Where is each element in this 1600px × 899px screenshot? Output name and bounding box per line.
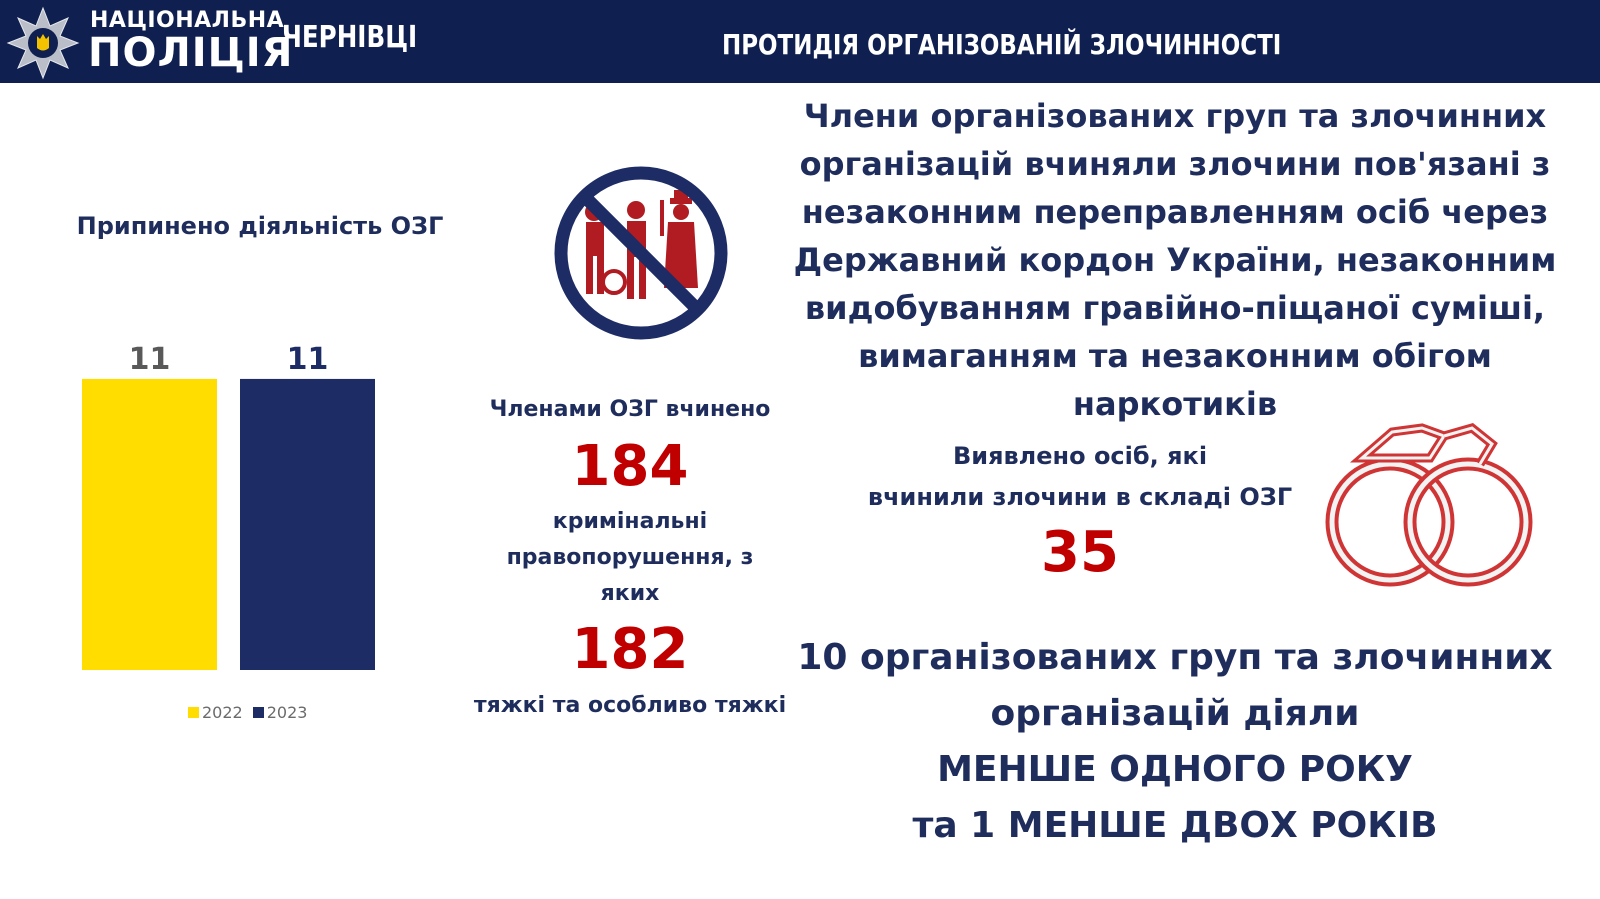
legend-item-2023 [253, 703, 308, 722]
bar-2022 [82, 379, 217, 670]
logo-line2: ПОЛІЦІЯ [88, 30, 294, 76]
legend-item-2022 [188, 703, 243, 722]
suspects-block [850, 436, 1310, 588]
offenses-caption-2: правопорушення, з [506, 545, 754, 570]
duration-line2: організацій діяли [990, 693, 1360, 734]
data-label-2022: 11 [128, 341, 171, 377]
chart-title: Припинено діяльність ОЗГ [76, 212, 444, 240]
offenses-caption-3: яких [600, 581, 660, 606]
bar-2023 [240, 379, 375, 670]
legend-swatch-2022 [188, 707, 199, 718]
legend-label-2022: 2022 [202, 703, 243, 722]
section-title: ПРОТИДІЯ ОРГАНІЗОВАНІЙ ЗЛОЧИННОСТІ [722, 28, 1282, 61]
offenses-grave-caption: тяжкі та особливо тяжкі [473, 693, 787, 718]
no-gang-icon [548, 160, 734, 346]
chart-legend [188, 703, 307, 722]
legend-swatch-2023 [253, 707, 264, 718]
handcuffs-icon [1322, 418, 1536, 594]
duration-line1: 10 організованих груп та злочинних [797, 637, 1553, 678]
suspects-label-1: Виявлено осіб, які [952, 442, 1208, 470]
duration-line3: МЕНШЕ ОДНОГО РОКУ [937, 749, 1413, 790]
duration-block [770, 630, 1580, 854]
header-bar [0, 0, 1600, 83]
suspects-count: 35 [1041, 520, 1119, 585]
logo-line1: НАЦІОНАЛЬНА [90, 8, 285, 33]
suspects-label-2: вчинили злочини в складі ОЗГ [867, 483, 1293, 511]
offenses-caption-1: кримінальні [552, 509, 708, 534]
offenses-grave: 182 [571, 617, 689, 682]
offenses-total: 184 [571, 434, 689, 499]
offenses-block [452, 392, 808, 724]
police-star-icon [6, 6, 80, 80]
duration-line4: та 1 МЕНШЕ ДВОХ РОКІВ [912, 805, 1438, 846]
data-label-2023: 11 [286, 341, 329, 377]
offenses-label: Членами ОЗГ вчинено [489, 397, 771, 422]
bar-chart [0, 270, 460, 690]
legend-label-2023: 2023 [266, 703, 308, 722]
city-name: ЧЕРНІВЦІ [282, 20, 418, 55]
summary-text: Члени організованих груп та злочинних організацій вчиняли злочини пов'язані з незаконним переправленням осіб через Державний кордон України, незаконним видобуванням гравійно-піщаної суміші, вимаганням та незаконним обігом наркотиків [793, 97, 1557, 423]
